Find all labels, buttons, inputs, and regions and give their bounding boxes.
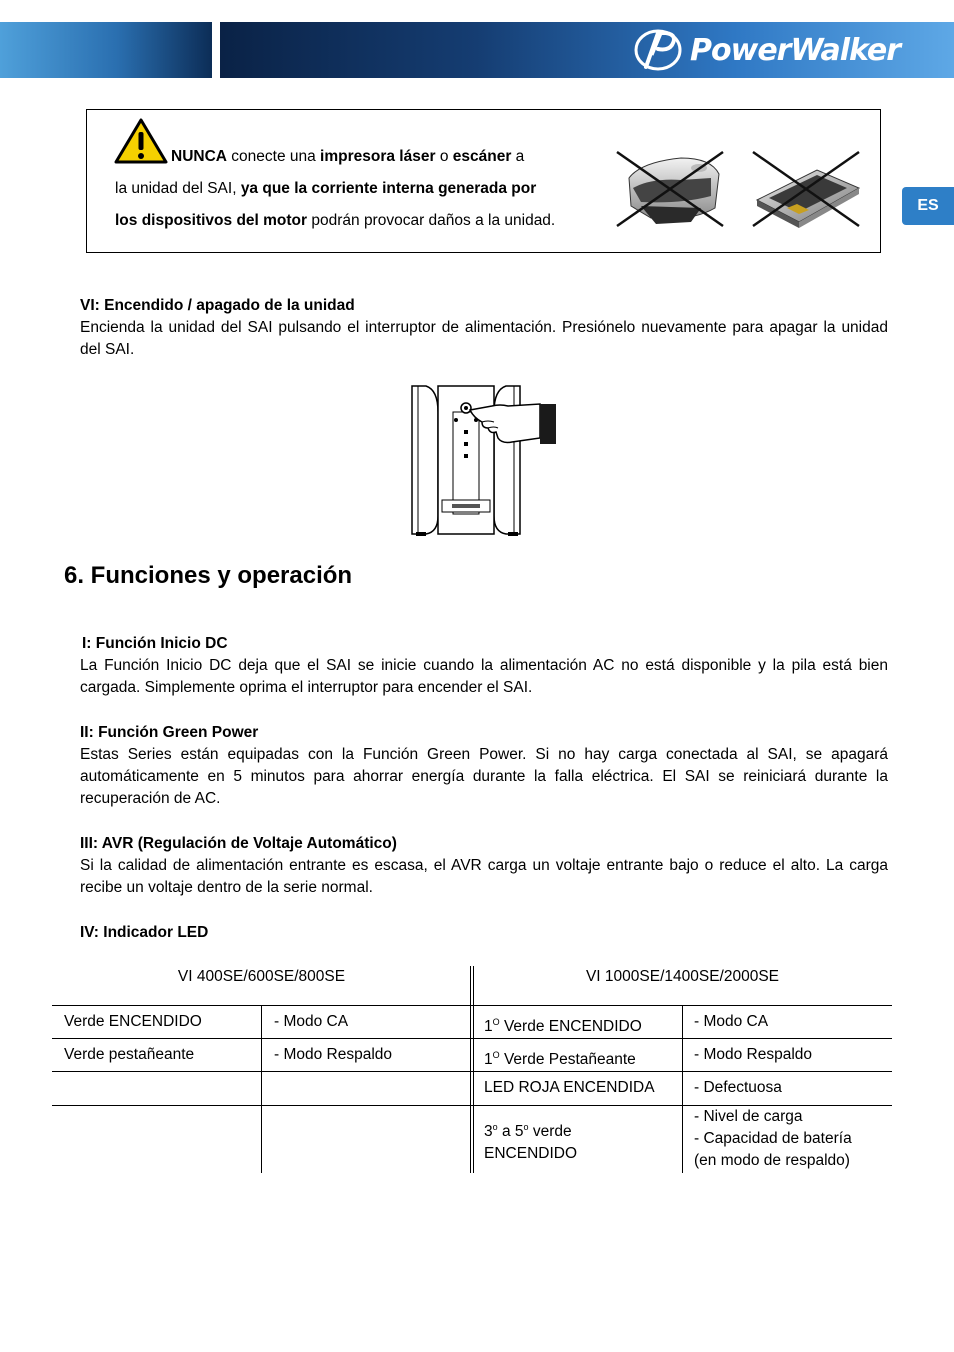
feature-avr <box>80 833 888 899</box>
vi-body: Encienda la unidad del SAI pulsando el interruptor de alimentación. Presiónelo nuevamente para apagar la unidad del SAI. <box>80 319 888 358</box>
table-cell: $1^O$ Verde ENCENDIDO <box>484 1017 642 1036</box>
table-header-left: VI 400SE/600SE/800SE <box>177 968 346 985</box>
table-rule <box>473 966 474 1173</box>
laser-printer-crossed-icon <box>611 148 729 230</box>
table-cell: - Modo CA <box>694 1013 769 1030</box>
scanner-crossed-icon <box>747 148 865 230</box>
table-cell: - Nivel de carga - Capacidad de batería (en modo de respaldo) <box>694 1108 852 1169</box>
table-header-right: VI 1000SE/1400SE/2000SE <box>585 968 780 985</box>
ups-power-button-figure <box>408 382 562 538</box>
table-cell: Verde pestañeante <box>64 1046 195 1063</box>
feature-green-power <box>80 722 888 810</box>
table-cell: - Modo CA <box>274 1013 349 1030</box>
feature-heading: II: Función Green Power <box>80 724 259 741</box>
powerwalker-logo-icon <box>632 27 688 73</box>
warning-line-3: los dispositivos del motor podrán provocar daños a la unidad. <box>115 212 556 229</box>
table-cell: $1^O$ Verde Pestañeante <box>484 1050 636 1069</box>
warning-box <box>86 109 881 253</box>
feature-body: La Función Inicio DC deja que el SAI se inicie cuando la alimentación AC no está disponible y la pila está bien cargada. Simplemente oprima el interruptor para encender el SAI. <box>80 657 888 696</box>
vi-heading: VI: Encendido / apagado de la unidad <box>80 297 355 314</box>
table-rule <box>261 1005 262 1173</box>
table-rule <box>682 1005 683 1173</box>
feature-heading: IV: Indicador LED <box>80 924 209 941</box>
feature-body: Si la calidad de alimentación entrante es escasa, el AVR carga un voltaje entrante bajo o reduce el alto. La carga recibe un voltaje dentro de la serie normal. <box>80 857 888 896</box>
warning-triangle-icon <box>114 117 168 165</box>
table-cell: 3$^o$ a 5$^o$ verde ENCENDIDO <box>484 1122 578 1163</box>
header-bar-left <box>0 22 212 78</box>
table-cell: - Modo Respaldo <box>274 1046 393 1063</box>
feature-dc-start <box>80 633 888 699</box>
warning-line-2: la unidad del SAI, ya que la corriente interna generada por <box>115 180 537 197</box>
table-rule <box>470 966 471 1173</box>
vi-section <box>80 295 888 361</box>
led-indicator-table <box>52 966 892 1174</box>
language-tab[interactable]: ES <box>902 187 954 225</box>
table-rule <box>52 1038 892 1039</box>
table-cell: - Modo Respaldo <box>694 1046 813 1063</box>
feature-heading: I: Función Inicio DC <box>82 635 228 652</box>
section-title: 6. Funciones y operación <box>64 562 353 589</box>
feature-led <box>80 922 888 944</box>
table-cell: - Defectuosa <box>694 1079 782 1096</box>
table-rule <box>52 1005 892 1006</box>
feature-heading: III: AVR (Regulación de Voltaje Automático) <box>80 835 397 852</box>
table-cell: Verde ENCENDIDO <box>64 1013 202 1030</box>
brand-logo <box>632 24 900 76</box>
table-rule <box>52 1071 892 1072</box>
feature-body: Estas Series están equipadas con la Función Green Power. Si no hay carga conectada al SAI, se apagará automáticamente en 5 minutos para ahorrar energía durante la falla eléctrica. El SAI se reiniciará durante la recuperación de AC. <box>80 746 888 807</box>
table-cell: LED ROJA ENCENDIDA <box>484 1079 655 1096</box>
warning-line-1: NUNCA conecte una impresora láser o escáner a <box>171 148 525 165</box>
brand-name: PowerWalker <box>690 32 901 68</box>
